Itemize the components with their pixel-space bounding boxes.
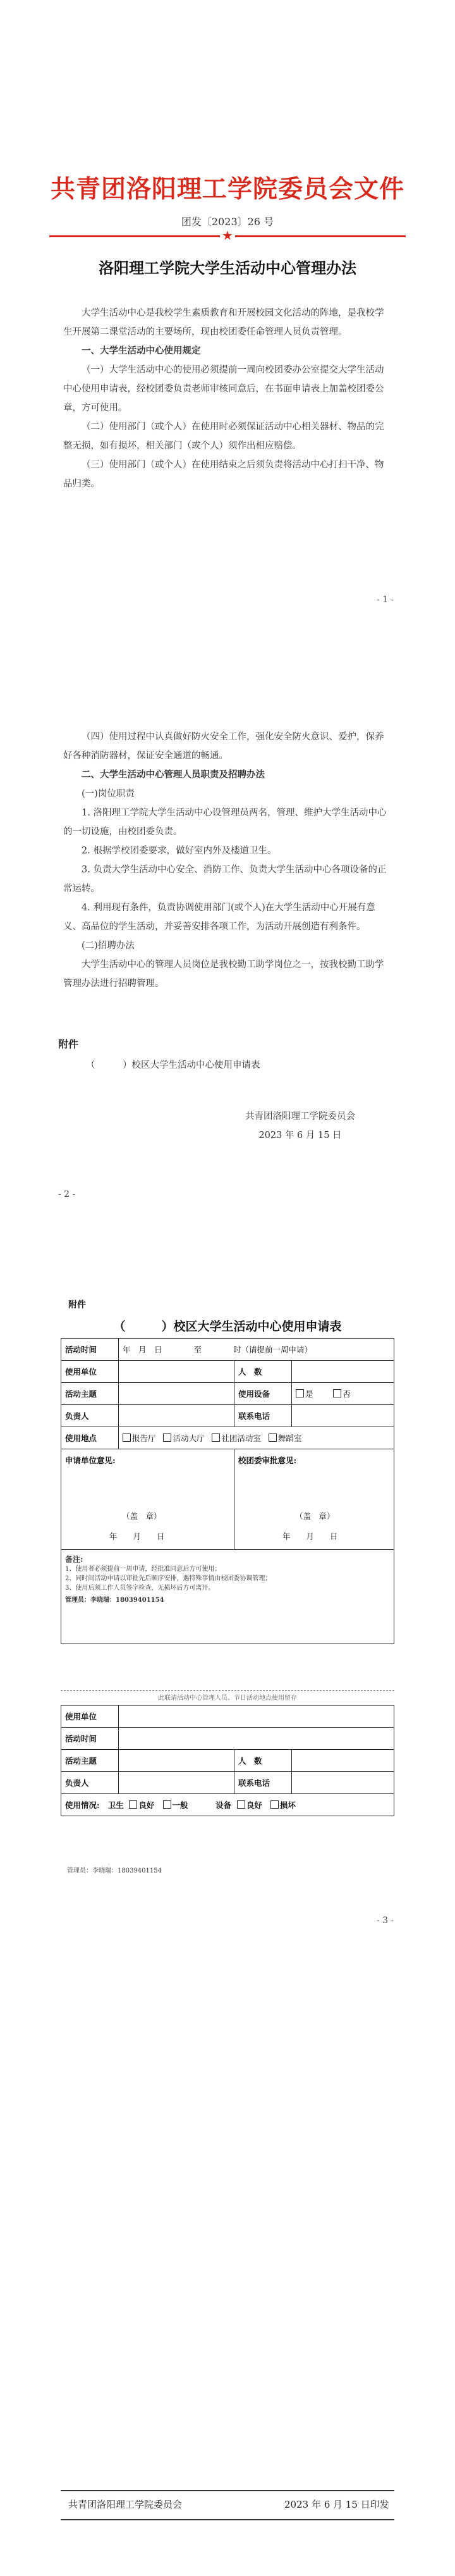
form-label: 人 数 xyxy=(234,1361,292,1383)
checkbox-good[interactable] xyxy=(129,1800,137,1809)
star-icon: ★ xyxy=(222,228,233,243)
unit-opinion-label: 申请单位意见: xyxy=(65,1456,116,1465)
form-label: 使用地点 xyxy=(61,1427,119,1449)
attachment-label: 附件 xyxy=(58,1038,79,1050)
form-label: 负责人 xyxy=(61,1405,119,1427)
notes-label: 备注: xyxy=(65,1555,83,1564)
form-label: 使用单位 xyxy=(61,1361,119,1383)
stub-table xyxy=(61,1705,394,1816)
place-choices[interactable] xyxy=(119,1427,394,1449)
note-line: 3、使用后须工作人员签字检查，无损坏后方可离开。 xyxy=(65,1585,215,1592)
red-divider-right xyxy=(235,235,406,237)
form-label: 联系电话 xyxy=(234,1405,292,1427)
activity-time-field[interactable]: 年 月 日 至 时（请提前一周申请） xyxy=(119,1339,394,1361)
checkbox-place[interactable] xyxy=(269,1434,277,1442)
form-title: （ ）校区大学生活动中心使用申请表 xyxy=(113,1320,342,1334)
unit-opinion-cell[interactable] xyxy=(61,1449,234,1550)
page2-body xyxy=(63,728,392,993)
status-label: 使用情况: xyxy=(65,1800,100,1810)
checkbox-place[interactable] xyxy=(163,1434,171,1442)
checkbox-damaged[interactable] xyxy=(270,1800,279,1809)
option-label: 社团活动室 xyxy=(221,1434,261,1443)
paragraph: （三）使用部门（或个人）在使用结束之后须负责将活动中心打扫干净、物品归类。 xyxy=(63,460,384,489)
form-label: 活动主题 xyxy=(61,1383,119,1405)
paragraph: 大学生活动中心的管理人员岗位是我校勤工助学岗位之一，按我校勤工助学管理办法进行招聘管理。 xyxy=(63,960,384,989)
note-line: 2、同时间活动申请以审批先后顺序安排，遇特殊事情由校团委协调管理； xyxy=(65,1575,272,1582)
stub-time-field[interactable] xyxy=(119,1728,394,1750)
footer-rule-bottom xyxy=(61,2519,394,2520)
page-number: - 3 - xyxy=(377,1916,394,1926)
paragraph: （四）使用过程中认真做好防火安全工作，强化安全防火意识、爱护，保养好各种消防器材，保证安全通道的畅通。 xyxy=(63,732,384,761)
option-label: 活动大厅 xyxy=(173,1434,205,1443)
theme-field[interactable] xyxy=(119,1383,234,1405)
phone-field[interactable] xyxy=(292,1405,394,1427)
paragraph: （二）使用部门（或个人）在使用时必须保证活动中心相关器材、物品的完整无损，如有损坏，相关部门（或个人）须作出相应赔偿。 xyxy=(63,422,384,451)
checkbox-no[interactable] xyxy=(333,1389,341,1397)
seal-text: （盖 章） xyxy=(122,1511,162,1521)
form-label: 使用单位 xyxy=(61,1706,119,1728)
paragraph: 1. 洛阳理工学院大学生活动中心设管理员两名，管理、维护大学生活动中心的一切设施，由校团委负责。 xyxy=(63,808,387,837)
form-label: 联系电话 xyxy=(234,1772,292,1794)
tear-off-line: 此联请活动中心管理人员、节日活动地点使用留存 xyxy=(61,1690,394,1702)
page1-body xyxy=(63,304,392,493)
application-form-table xyxy=(61,1338,394,1644)
document-red-header: 共青团洛阳理工学院委员会文件 xyxy=(50,175,404,204)
checkbox-place[interactable] xyxy=(212,1434,220,1442)
equipment-label: 设备 xyxy=(215,1800,232,1810)
option-label: 一般 xyxy=(172,1800,188,1810)
usage-status-row[interactable] xyxy=(61,1794,394,1816)
hygiene-label: 卫生 xyxy=(107,1800,124,1810)
manager-contact: 管理员：李晓瑞：18039401154 xyxy=(65,1597,164,1604)
form-label: 负责人 xyxy=(61,1772,119,1794)
paragraph: 大学生活动中心是我校学生素质教育和开展校园文化活动的阵地，是我校学生开展第二课堂活动的主要场所，现由校团委任命管理人员负责管理。 xyxy=(63,308,384,337)
paragraph: (二)招聘办法 xyxy=(82,941,135,951)
paragraph: (一)岗位职责 xyxy=(82,789,135,799)
paragraph: （一）大学生活动中心的使用必须提前一周向校团委办公室提交大学生活动中心使用申请表，经校团委负责老师审核同意后，在书面申请表上加盖校团委公章，方可使用。 xyxy=(63,365,384,413)
main-title: 洛阳理工学院大学生活动中心管理办法 xyxy=(99,259,356,277)
signature-date: 2023 年 6 月 15 日 xyxy=(258,1130,342,1141)
date-line: 年 月 日 xyxy=(109,1532,165,1541)
form-label: 人 数 xyxy=(234,1750,292,1772)
stub-theme-field[interactable] xyxy=(119,1750,234,1772)
footer-org: 共青团洛阳理工学院委员会 xyxy=(68,2499,183,2510)
checkbox-place[interactable] xyxy=(123,1434,131,1442)
person-field[interactable] xyxy=(119,1405,234,1427)
option-label: 损坏 xyxy=(279,1800,296,1810)
date-line: 年 月 日 xyxy=(282,1532,338,1541)
form-attachment-label: 附件 xyxy=(68,1300,86,1310)
stub-person-field[interactable] xyxy=(119,1772,234,1794)
signature-org: 共青团洛阳理工学院委员会 xyxy=(245,1112,355,1122)
form-label: 活动主题 xyxy=(61,1750,119,1772)
paragraph: 2. 根据学校团委要求，做好室内外及楼道卫生。 xyxy=(82,846,277,856)
option-label: 舞蹈室 xyxy=(277,1434,302,1443)
people-field[interactable] xyxy=(292,1361,394,1383)
footer-date: 2023 年 6 月 15 日印发 xyxy=(284,2499,389,2510)
form-label: 活动时间 xyxy=(61,1339,119,1361)
section-heading: 一、大学生活动中心使用规定 xyxy=(82,345,201,356)
form-label: 活动时间 xyxy=(61,1728,119,1750)
option-label: 是 xyxy=(305,1389,313,1399)
paragraph: 4. 利用现有条件，负责协调使用部门(或个人)在大学生活动中心开展有意义、高品位的学生活动，并妥善安排各项工作，为活动开展创造有利条件。 xyxy=(63,903,375,932)
checkbox-yes[interactable] xyxy=(296,1389,304,1397)
page-3 xyxy=(0,1253,455,2576)
stub-phone-field[interactable] xyxy=(292,1772,394,1794)
stub-people-field[interactable] xyxy=(292,1750,394,1772)
league-opinion-label: 校团委审批意见: xyxy=(238,1456,297,1465)
page-2 xyxy=(0,728,455,1221)
equipment-choice[interactable] xyxy=(292,1383,394,1405)
page-number: - 2 - xyxy=(58,1189,76,1199)
document-number: 团发〔2023〕26 号 xyxy=(181,216,274,228)
option-label: 报告厅 xyxy=(132,1434,156,1443)
footer-rule-top xyxy=(61,2490,394,2491)
red-divider-left xyxy=(49,235,220,237)
section-heading: 二、大学生活动中心管理人员职责及招聘办法 xyxy=(82,769,265,780)
form-label: 使用设备 xyxy=(234,1383,292,1405)
unit-field[interactable] xyxy=(119,1361,234,1383)
option-label: 良好 xyxy=(138,1800,155,1810)
checkbox-average[interactable] xyxy=(163,1800,171,1809)
manager-contact: 管理员：李晓瑞：18039401154 xyxy=(67,1867,162,1874)
paragraph: 3. 负责大学生活动中心安全、消防工作、负责大学生活动中心各项设备的正常运转。 xyxy=(63,865,387,894)
stub-unit-field[interactable] xyxy=(119,1706,394,1728)
page-1 xyxy=(0,0,455,652)
signature-block xyxy=(209,1107,392,1145)
option-label: 否 xyxy=(343,1389,351,1399)
checkbox-good[interactable] xyxy=(237,1800,245,1809)
notes-cell xyxy=(61,1550,394,1644)
seal-text: （盖 章） xyxy=(295,1511,335,1521)
league-opinion-cell[interactable] xyxy=(234,1449,394,1550)
note-line: 1、使用者必须提前一周申请，经批准同意后方可使用； xyxy=(65,1566,221,1573)
attachment-item: （ ）校区大学生活动中心使用申请表 xyxy=(86,1060,260,1070)
page-number: - 1 - xyxy=(377,595,394,605)
option-label: 良好 xyxy=(246,1800,262,1810)
